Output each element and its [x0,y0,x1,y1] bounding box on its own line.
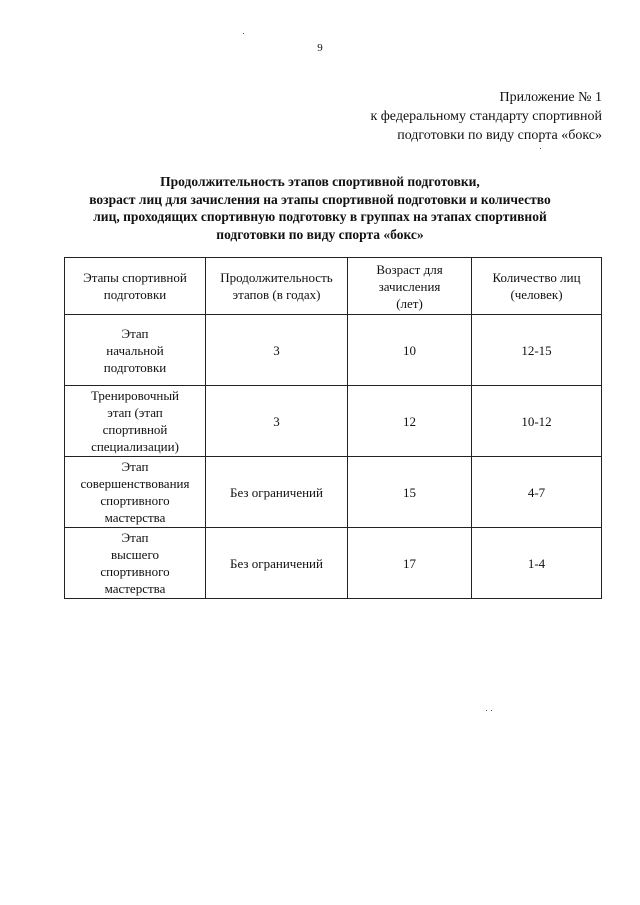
page-number: 9 [317,42,323,54]
stage-cell: Этап совершенствования спортивного мастерства [65,457,206,528]
header-duration: Продолжительность этапов (в годах) [206,258,348,315]
scan-speck [243,33,244,34]
count-cell: 12-15 [472,315,602,386]
stages-table [64,257,602,599]
duration-cell: 3 [206,315,348,386]
duration-cell: Без ограничений [206,457,348,528]
duration-cell: Без ограничений [206,528,348,599]
table-row [65,457,602,528]
scan-speck [486,710,487,711]
appendix-line-1: Приложение № 1 [499,90,602,105]
age-cell: 17 [348,528,472,599]
appendix-line-2: к федеральному стандарту спортивной [370,109,602,124]
age-cell: 10 [348,315,472,386]
table-row [65,315,602,386]
table-row [65,528,602,599]
age-cell: 12 [348,386,472,457]
title-line-4: подготовки по виду спорта «бокс» [216,226,424,242]
count-cell: 4-7 [472,457,602,528]
header-stages: Этапы спортивной подготовки [65,258,206,315]
stage-cell: Этап высшего спортивного мастерства [65,528,206,599]
count-cell: 10-12 [472,386,602,457]
header-count: Количество лиц (человек) [472,258,602,315]
appendix-header [282,88,602,145]
title-line-3: лиц, проходящих спортивную подготовку в группах на этапах спортивной [93,209,547,224]
title-line-1: Продолжительность этапов спортивной подготовки, [160,174,480,189]
scan-speck [491,710,492,711]
count-cell: 1-4 [472,528,602,599]
header-age: Возраст для зачисления (лет) [348,258,472,315]
table-row [65,386,602,457]
appendix-line-3: подготовки по виду спорта «бокс» [397,128,602,143]
scan-speck [540,148,541,149]
duration-cell: 3 [206,386,348,457]
age-cell: 15 [348,457,472,528]
stage-cell: Тренировочный этап (этап спортивной специализации) [65,386,206,457]
stage-cell: Этап начальной подготовки [65,315,206,386]
table-header-row [65,258,602,315]
document-title [40,173,600,243]
title-line-2: возраст лиц для зачисления на этапы спортивной подготовки и количество [89,191,551,207]
